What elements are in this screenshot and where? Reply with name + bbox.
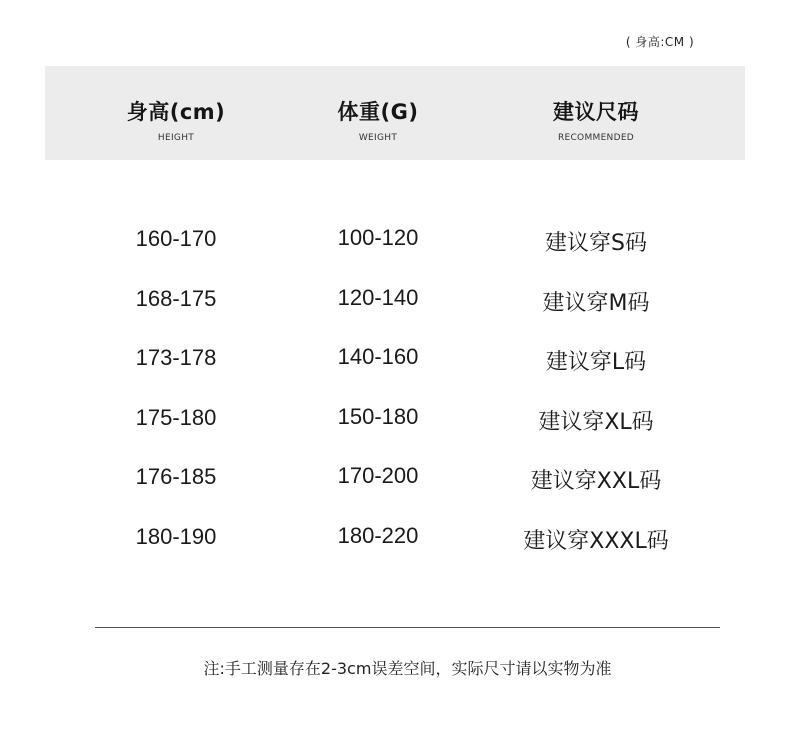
table-cell-height: 160-170 bbox=[135, 226, 217, 251]
table-cell-size: 建议穿XL码 bbox=[538, 410, 654, 435]
table-cell-height: 176-185 bbox=[135, 464, 217, 489]
table-cell-height: 168-175 bbox=[135, 286, 217, 311]
header-weight-cn: 体重(G) bbox=[337, 100, 419, 124]
table-cell-weight: 140-160 bbox=[337, 344, 419, 369]
table-cell-height: 175-180 bbox=[135, 405, 217, 430]
table-cell-size: 建议穿S码 bbox=[545, 231, 647, 256]
table-cell-weight: 180-220 bbox=[337, 523, 419, 548]
measurement-footnote: 注:手工测量存在2-3cm误差空间，实际尺寸请以实物为准 bbox=[203, 659, 612, 678]
header-height-cn: 身高(cm) bbox=[126, 100, 226, 124]
table-cell-weight: 150-180 bbox=[337, 404, 419, 429]
table-cell-size: 建议穿XXXL码 bbox=[523, 529, 669, 554]
footer-divider bbox=[95, 627, 720, 628]
table-cell-weight: 100-120 bbox=[337, 225, 419, 250]
table-cell-size: 建议穿XXL码 bbox=[530, 469, 662, 494]
header-size-en: RECOMMENDED bbox=[557, 133, 635, 143]
table-cell-weight: 170-200 bbox=[337, 463, 419, 488]
header-height-en: HEIGHT bbox=[157, 133, 195, 143]
header-size-cn: 建议尺码 bbox=[553, 100, 639, 124]
unit-note: ( 身高:CM ) bbox=[625, 35, 695, 49]
table-cell-height: 173-178 bbox=[135, 345, 217, 370]
table-cell-weight: 120-140 bbox=[337, 285, 419, 310]
table-cell-size: 建议穿L码 bbox=[545, 350, 647, 375]
header-weight-en: WEIGHT bbox=[358, 133, 398, 143]
table-cell-size: 建议穿M码 bbox=[542, 291, 650, 316]
table-cell-height: 180-190 bbox=[135, 524, 217, 549]
